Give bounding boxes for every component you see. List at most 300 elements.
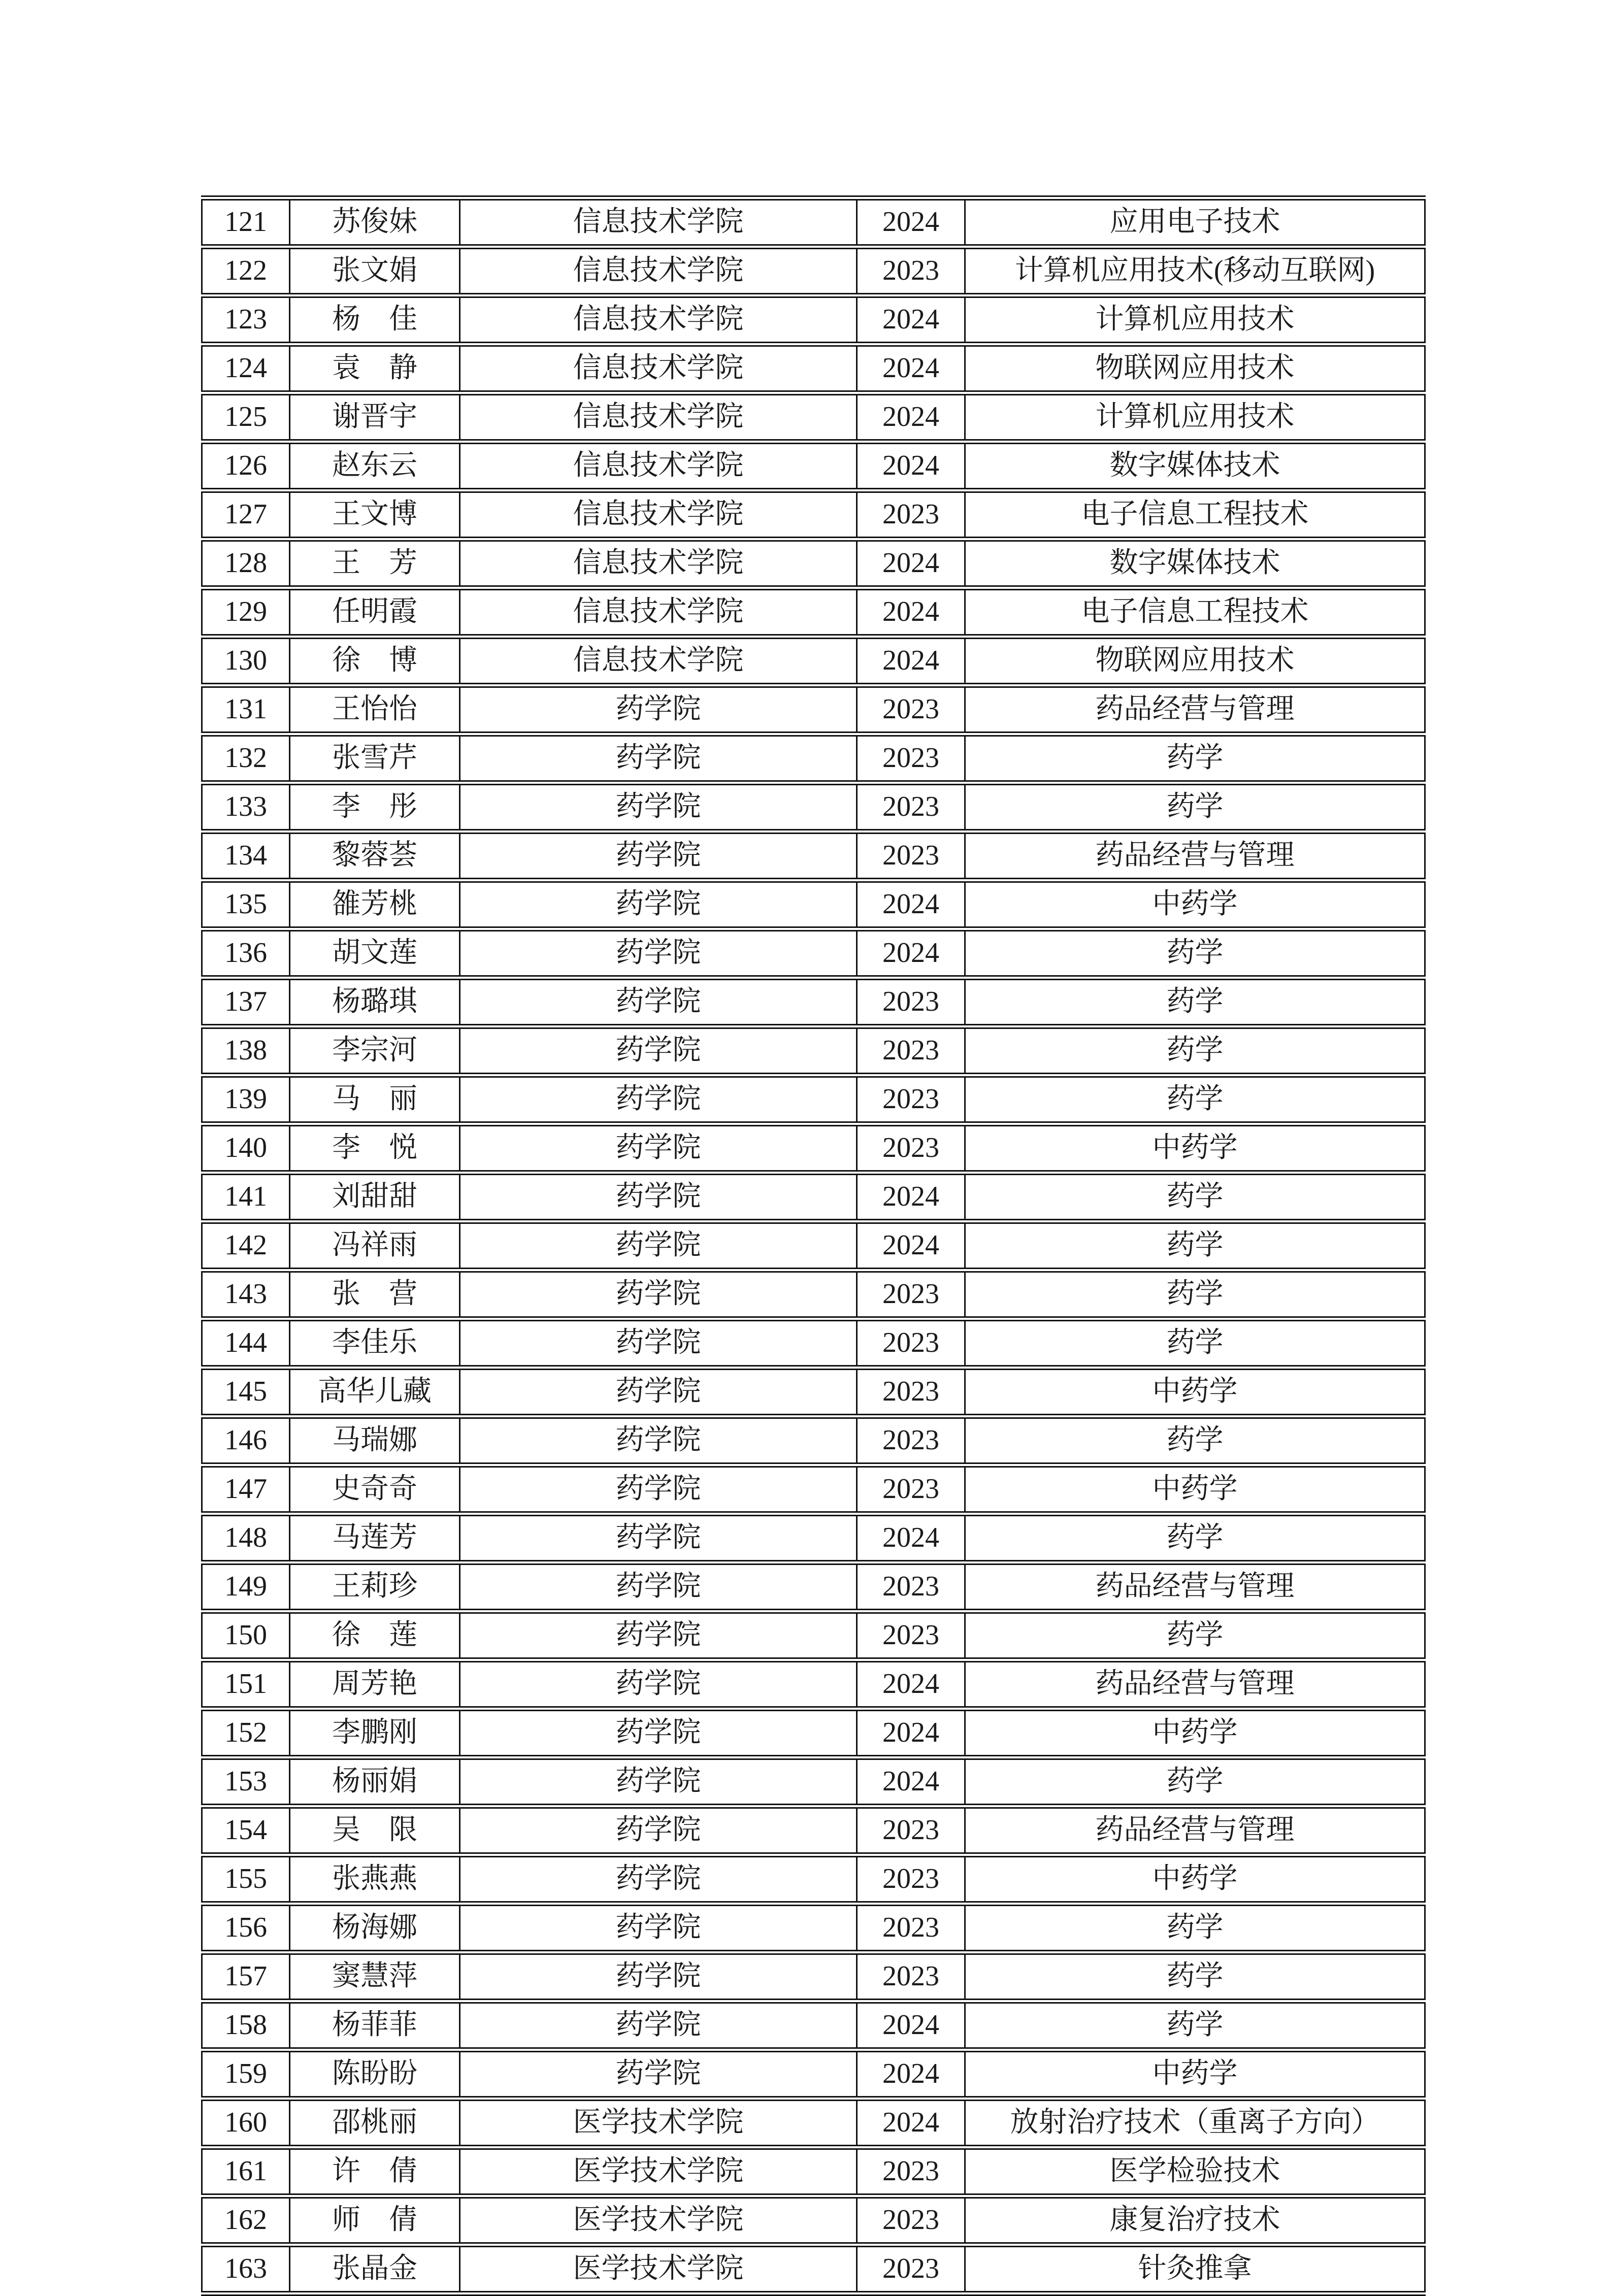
student-name: 张燕燕: [332, 1863, 417, 1895]
cell-row-number: 131: [202, 685, 290, 734]
cell-major: 电子信息工程技术: [965, 588, 1425, 637]
cell-college: 信息技术学院: [460, 490, 857, 539]
student-name: 李佳乐: [332, 1327, 417, 1359]
cell-college: 医学技术学院: [460, 2147, 857, 2196]
cell-row-number: 152: [202, 1709, 290, 1757]
cell-row-number: 135: [202, 880, 290, 929]
cell-student-name: [290, 588, 460, 637]
cell-row-number: 154: [202, 1806, 290, 1855]
table-row: [202, 2050, 1425, 2099]
cell-major: 药学: [965, 1319, 1425, 1368]
cell-college: 药学院: [460, 1709, 857, 1757]
cell-student-name: [290, 929, 460, 978]
cell-college: 信息技术学院: [460, 344, 857, 393]
table-row: [202, 1319, 1425, 1368]
student-name: 师倩: [332, 2204, 417, 2236]
table-row: [202, 880, 1425, 929]
cell-student-name: [290, 637, 460, 685]
cell-college: 药学院: [460, 1221, 857, 1270]
student-name: 杨丽娟: [332, 1766, 417, 1798]
cell-college: 药学院: [460, 1368, 857, 1416]
cell-row-number: 163: [202, 2245, 290, 2293]
cell-student-name: [290, 1124, 460, 1173]
cell-cohort-year: 2023: [857, 783, 965, 831]
cell-row-number: 132: [202, 734, 290, 783]
cell-major: 中药学: [965, 1465, 1425, 1514]
cell-row-number: 157: [202, 1952, 290, 2001]
cell-row-number: 145: [202, 1368, 290, 1416]
cell-student-name: [290, 1952, 460, 2001]
table-row: [202, 1221, 1425, 1270]
cell-cohort-year: 2024: [857, 2099, 965, 2147]
table-row: [202, 1660, 1425, 1709]
student-name: 张雪芹: [332, 742, 417, 774]
cell-major: 数字媒体技术: [965, 442, 1425, 490]
cell-row-number: 130: [202, 637, 290, 685]
student-name: 许倩: [332, 2155, 417, 2187]
cell-major: 药学: [965, 1611, 1425, 1660]
cell-row-number: 148: [202, 1514, 290, 1562]
cell-cohort-year: 2024: [857, 1173, 965, 1221]
cell-student-name: [290, 2245, 460, 2293]
cell-cohort-year: 2023: [857, 831, 965, 880]
cell-college: 信息技术学院: [460, 588, 857, 637]
cell-major: 药学: [965, 1952, 1425, 2001]
cell-cohort-year: 2023: [857, 2245, 965, 2293]
student-name: 刘甜甜: [332, 1181, 417, 1213]
cell-student-name: [290, 344, 460, 393]
cell-student-name: [290, 1173, 460, 1221]
cell-row-number: 129: [202, 588, 290, 637]
student-name: 张营: [332, 1278, 417, 1310]
table-row: [202, 1416, 1425, 1465]
table-row: [202, 1952, 1425, 2001]
table-row: [202, 2196, 1425, 2245]
cell-cohort-year: 2023: [857, 1368, 965, 1416]
student-name: 马瑞娜: [332, 1424, 417, 1456]
table-row: [202, 1368, 1425, 1416]
cell-major: 康复治疗技术: [965, 2196, 1425, 2245]
cell-cohort-year: 2024: [857, 1709, 965, 1757]
table-row: [202, 1562, 1425, 1611]
table-row: [202, 2099, 1425, 2147]
cell-college: 药学院: [460, 685, 857, 734]
cell-student-name: [290, 1075, 460, 1124]
cell-row-number: 150: [202, 1611, 290, 1660]
cell-college: 药学院: [460, 1952, 857, 2001]
cell-college: 药学院: [460, 2050, 857, 2099]
cell-row-number: 161: [202, 2147, 290, 2196]
cell-row-number: 126: [202, 442, 290, 490]
cell-major: 药学: [965, 1514, 1425, 1562]
cell-college: 药学院: [460, 1562, 857, 1611]
cell-cohort-year: 2024: [857, 637, 965, 685]
cell-major: 计算机应用技术: [965, 393, 1425, 442]
student-name: 高华儿藏: [318, 1376, 432, 1408]
cell-cohort-year: 2023: [857, 734, 965, 783]
table-row: [202, 1173, 1425, 1221]
cell-student-name: [290, 2001, 460, 2050]
cell-major: 药学: [965, 1757, 1425, 1806]
student-name: 赵东云: [332, 450, 417, 482]
cell-college: 药学院: [460, 1319, 857, 1368]
cell-college: 药学院: [460, 1806, 857, 1855]
cell-student-name: [290, 783, 460, 831]
cell-row-number: 151: [202, 1660, 290, 1709]
cell-college: 药学院: [460, 1270, 857, 1319]
cell-student-name: [290, 1465, 460, 1514]
cell-major: 药学: [965, 978, 1425, 1026]
cell-cohort-year: 2024: [857, 295, 965, 344]
cell-major: 药学: [965, 929, 1425, 978]
student-name: 杨菲菲: [332, 2009, 417, 2041]
cell-college: 医学技术学院: [460, 2245, 857, 2293]
cell-student-name: [290, 685, 460, 734]
cell-cohort-year: 2024: [857, 1514, 965, 1562]
cell-row-number: 123: [202, 295, 290, 344]
cell-row-number: 149: [202, 1562, 290, 1611]
table-row: [202, 978, 1425, 1026]
table-row: [202, 1757, 1425, 1806]
cell-cohort-year: 2023: [857, 1611, 965, 1660]
cell-student-name: [290, 1709, 460, 1757]
cell-college: 药学院: [460, 1075, 857, 1124]
cell-major: 数字媒体技术: [965, 539, 1425, 588]
cell-student-name: [290, 831, 460, 880]
cell-student-name: [290, 1514, 460, 1562]
table-row: [202, 1709, 1425, 1757]
cell-college: 医学技术学院: [460, 2196, 857, 2245]
cell-cohort-year: 2024: [857, 880, 965, 929]
cell-college: 药学院: [460, 1124, 857, 1173]
cell-row-number: 156: [202, 1904, 290, 1952]
cell-college: 药学院: [460, 1611, 857, 1660]
cell-college: 药学院: [460, 1465, 857, 1514]
cell-cohort-year: 2024: [857, 588, 965, 637]
cell-major: 药品经营与管理: [965, 1562, 1425, 1611]
table-body: [202, 198, 1425, 2293]
student-name: 王莉珍: [332, 1571, 417, 1603]
cell-major: 放射治疗技术（重离子方向）: [965, 2099, 1425, 2147]
table-row: [202, 929, 1425, 978]
cell-major: 药学: [965, 1416, 1425, 1465]
cell-major: 物联网应用技术: [965, 344, 1425, 393]
cell-student-name: [290, 1270, 460, 1319]
student-name: 袁静: [332, 352, 417, 384]
cell-major: 应用电子技术: [965, 198, 1425, 247]
student-name: 胡文莲: [332, 937, 417, 969]
table-row: [202, 1855, 1425, 1904]
cell-college: 信息技术学院: [460, 247, 857, 295]
student-name: 史奇奇: [332, 1473, 417, 1505]
student-name: 周芳艳: [332, 1668, 417, 1700]
cell-student-name: [290, 1368, 460, 1416]
cell-college: 药学院: [460, 1660, 857, 1709]
cell-cohort-year: 2024: [857, 1757, 965, 1806]
table-row: [202, 783, 1425, 831]
student-roster-table: [201, 195, 1426, 2296]
cell-student-name: [290, 198, 460, 247]
student-name: 徐博: [332, 645, 417, 677]
cell-major: 中药学: [965, 1368, 1425, 1416]
cell-row-number: 158: [202, 2001, 290, 2050]
cell-row-number: 134: [202, 831, 290, 880]
cell-cohort-year: 2024: [857, 1660, 965, 1709]
cell-student-name: [290, 247, 460, 295]
cell-college: 药学院: [460, 1173, 857, 1221]
cell-major: 药学: [965, 1270, 1425, 1319]
cell-student-name: [290, 2050, 460, 2099]
cell-student-name: [290, 734, 460, 783]
table-row: [202, 1075, 1425, 1124]
student-name: 苏俊妹: [332, 206, 417, 238]
cell-row-number: 140: [202, 1124, 290, 1173]
cell-cohort-year: 2023: [857, 1904, 965, 1952]
cell-cohort-year: 2023: [857, 1806, 965, 1855]
cell-cohort-year: 2023: [857, 1855, 965, 1904]
cell-cohort-year: 2024: [857, 2050, 965, 2099]
student-name: 任明霞: [332, 596, 417, 628]
cell-college: 医学技术学院: [460, 2099, 857, 2147]
cell-college: 药学院: [460, 783, 857, 831]
cell-cohort-year: 2023: [857, 490, 965, 539]
table-row: [202, 831, 1425, 880]
table-row: [202, 393, 1425, 442]
cell-row-number: 162: [202, 2196, 290, 2245]
table-row: [202, 1611, 1425, 1660]
student-name: 李悦: [332, 1132, 417, 1164]
cell-major: 药学: [965, 1904, 1425, 1952]
cell-student-name: [290, 1611, 460, 1660]
cell-major: 中药学: [965, 1855, 1425, 1904]
cell-college: 药学院: [460, 978, 857, 1026]
cell-row-number: 159: [202, 2050, 290, 2099]
table-row: [202, 1026, 1425, 1075]
cell-student-name: [290, 2147, 460, 2196]
student-name: 杨佳: [332, 304, 417, 336]
student-name: 杨璐琪: [332, 986, 417, 1018]
student-name: 李宗河: [332, 1035, 417, 1067]
student-name: 黎蓉荟: [332, 840, 417, 872]
cell-college: 药学院: [460, 831, 857, 880]
student-name: 张文娟: [332, 255, 417, 287]
cell-major: 中药学: [965, 1709, 1425, 1757]
cell-student-name: [290, 1806, 460, 1855]
student-name: 王怡怡: [332, 693, 417, 725]
cell-student-name: [290, 1660, 460, 1709]
table-row: [202, 588, 1425, 637]
cell-cohort-year: 2023: [857, 978, 965, 1026]
cell-major: 药品经营与管理: [965, 831, 1425, 880]
table-row: [202, 198, 1425, 247]
cell-college: 药学院: [460, 929, 857, 978]
cell-college: 信息技术学院: [460, 295, 857, 344]
student-name: 李鹏刚: [332, 1717, 417, 1749]
cell-row-number: 142: [202, 1221, 290, 1270]
cell-major: 药学: [965, 2001, 1425, 2050]
table-row: [202, 2245, 1425, 2293]
cell-cohort-year: 2023: [857, 1465, 965, 1514]
cell-student-name: [290, 539, 460, 588]
cell-major: 药学: [965, 1221, 1425, 1270]
cell-cohort-year: 2023: [857, 1319, 965, 1368]
table-row: [202, 1465, 1425, 1514]
student-name: 谢晋宇: [332, 401, 417, 433]
cell-row-number: 136: [202, 929, 290, 978]
cell-cohort-year: 2024: [857, 442, 965, 490]
cell-row-number: 137: [202, 978, 290, 1026]
cell-major: 针灸推拿: [965, 2245, 1425, 2293]
table-row: [202, 1124, 1425, 1173]
table-row: [202, 637, 1425, 685]
table-row: [202, 442, 1425, 490]
cell-student-name: [290, 1221, 460, 1270]
student-name: 马丽: [332, 1083, 417, 1115]
cell-major: 药品经营与管理: [965, 1660, 1425, 1709]
cell-major: 药学: [965, 1173, 1425, 1221]
cell-row-number: 146: [202, 1416, 290, 1465]
cell-student-name: [290, 1855, 460, 1904]
cell-cohort-year: 2024: [857, 929, 965, 978]
student-name: 雒芳桃: [332, 888, 417, 920]
cell-major: 中药学: [965, 1124, 1425, 1173]
cell-row-number: 121: [202, 198, 290, 247]
cell-college: 信息技术学院: [460, 393, 857, 442]
cell-college: 药学院: [460, 2001, 857, 2050]
cell-college: 信息技术学院: [460, 442, 857, 490]
cell-student-name: [290, 880, 460, 929]
student-name: 冯祥雨: [332, 1229, 417, 1261]
table-row: [202, 685, 1425, 734]
cell-major: 计算机应用技术(移动互联网): [965, 247, 1425, 295]
cell-cohort-year: 2023: [857, 685, 965, 734]
cell-cohort-year: 2023: [857, 1124, 965, 1173]
cell-row-number: 144: [202, 1319, 290, 1368]
student-name: 张晶金: [332, 2253, 417, 2285]
table-row: [202, 2147, 1425, 2196]
student-name: 邵桃丽: [332, 2107, 417, 2139]
cell-college: 信息技术学院: [460, 539, 857, 588]
cell-student-name: [290, 1319, 460, 1368]
cell-row-number: 125: [202, 393, 290, 442]
cell-cohort-year: 2023: [857, 2196, 965, 2245]
cell-student-name: [290, 442, 460, 490]
cell-college: 信息技术学院: [460, 198, 857, 247]
cell-major: 中药学: [965, 2050, 1425, 2099]
cell-college: 药学院: [460, 1514, 857, 1562]
student-name: 陈盼盼: [332, 2058, 417, 2090]
cell-major: 药学: [965, 1026, 1425, 1075]
cell-cohort-year: 2024: [857, 198, 965, 247]
cell-cohort-year: 2024: [857, 2001, 965, 2050]
cell-row-number: 160: [202, 2099, 290, 2147]
cell-major: 物联网应用技术: [965, 637, 1425, 685]
cell-row-number: 122: [202, 247, 290, 295]
cell-student-name: [290, 1757, 460, 1806]
cell-major: 药学: [965, 1075, 1425, 1124]
cell-major: 药品经营与管理: [965, 685, 1425, 734]
cell-cohort-year: 2023: [857, 247, 965, 295]
student-name: 王文博: [332, 498, 417, 530]
cell-college: 药学院: [460, 880, 857, 929]
cell-student-name: [290, 1904, 460, 1952]
cell-row-number: 139: [202, 1075, 290, 1124]
table-row: [202, 1806, 1425, 1855]
table-row: [202, 490, 1425, 539]
cell-row-number: 128: [202, 539, 290, 588]
cell-row-number: 155: [202, 1855, 290, 1904]
cell-cohort-year: 2023: [857, 1270, 965, 1319]
cell-cohort-year: 2023: [857, 1416, 965, 1465]
student-name: 杨海娜: [332, 1912, 417, 1944]
table-row: [202, 344, 1425, 393]
student-name: 徐莲: [332, 1619, 417, 1651]
table-row: [202, 295, 1425, 344]
cell-cohort-year: 2024: [857, 393, 965, 442]
cell-major: 药品经营与管理: [965, 1806, 1425, 1855]
cell-cohort-year: 2023: [857, 1562, 965, 1611]
cell-college: 信息技术学院: [460, 637, 857, 685]
cell-row-number: 147: [202, 1465, 290, 1514]
cell-college: 药学院: [460, 1904, 857, 1952]
cell-student-name: [290, 490, 460, 539]
table-row: [202, 2001, 1425, 2050]
table-row: [202, 1514, 1425, 1562]
cell-cohort-year: 2023: [857, 1075, 965, 1124]
table-row: [202, 734, 1425, 783]
cell-row-number: 138: [202, 1026, 290, 1075]
student-name: 王芳: [332, 547, 417, 579]
student-name: 马莲芳: [332, 1522, 417, 1554]
cell-major: 中药学: [965, 880, 1425, 929]
cell-cohort-year: 2023: [857, 1952, 965, 2001]
cell-college: 药学院: [460, 1855, 857, 1904]
table-row: [202, 539, 1425, 588]
cell-major: 药学: [965, 783, 1425, 831]
cell-cohort-year: 2024: [857, 344, 965, 393]
cell-row-number: 143: [202, 1270, 290, 1319]
cell-row-number: 133: [202, 783, 290, 831]
student-name: 吴限: [332, 1814, 417, 1846]
student-name: 窦慧萍: [332, 1960, 417, 1992]
cell-cohort-year: 2023: [857, 1026, 965, 1075]
table-row: [202, 1904, 1425, 1952]
student-name: 李彤: [332, 791, 417, 823]
cell-student-name: [290, 1026, 460, 1075]
cell-college: 药学院: [460, 1026, 857, 1075]
cell-college: 药学院: [460, 734, 857, 783]
cell-student-name: [290, 2196, 460, 2245]
cell-college: 药学院: [460, 1416, 857, 1465]
cell-cohort-year: 2023: [857, 2147, 965, 2196]
table-row: [202, 247, 1425, 295]
cell-major: 药学: [965, 734, 1425, 783]
cell-major: 计算机应用技术: [965, 295, 1425, 344]
cell-row-number: 124: [202, 344, 290, 393]
cell-student-name: [290, 978, 460, 1026]
cell-major: 医学检验技术: [965, 2147, 1425, 2196]
cell-student-name: [290, 295, 460, 344]
cell-cohort-year: 2024: [857, 1221, 965, 1270]
cell-student-name: [290, 393, 460, 442]
cell-student-name: [290, 1562, 460, 1611]
table-row: [202, 1270, 1425, 1319]
cell-student-name: [290, 1416, 460, 1465]
cell-row-number: 127: [202, 490, 290, 539]
cell-college: 药学院: [460, 1757, 857, 1806]
cell-major: 电子信息工程技术: [965, 490, 1425, 539]
cell-row-number: 153: [202, 1757, 290, 1806]
